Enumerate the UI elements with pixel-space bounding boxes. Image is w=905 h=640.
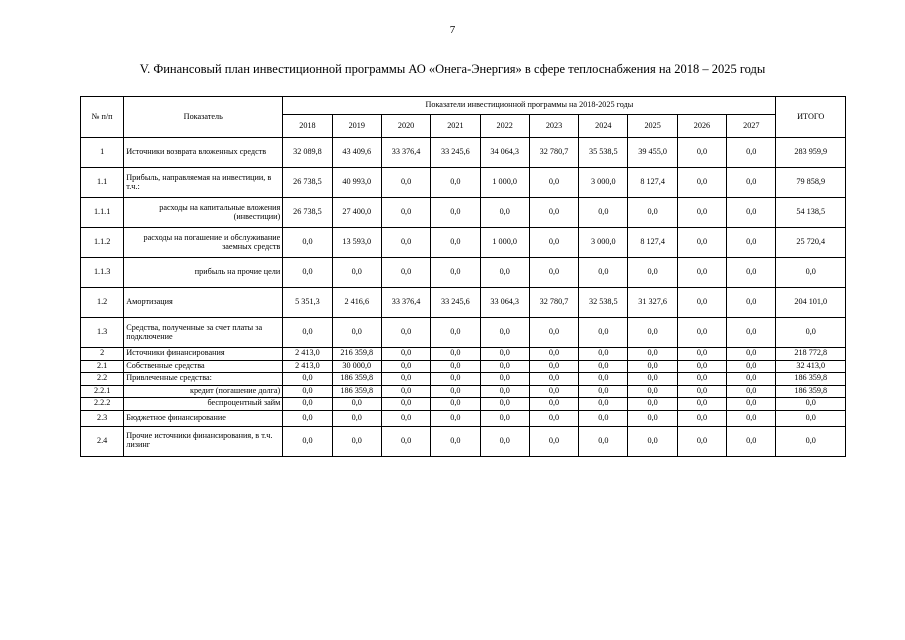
cell-value: 0,0 bbox=[431, 373, 480, 386]
row-number: 2.2.2 bbox=[81, 398, 124, 411]
cell-value: 33 245,6 bbox=[431, 138, 480, 168]
row-number: 2.2 bbox=[81, 373, 124, 386]
row-label: беспроцентный займ bbox=[124, 398, 283, 411]
cell-value: 0,0 bbox=[283, 385, 332, 398]
table-row bbox=[81, 360, 846, 373]
row-label: Источники финансирования bbox=[124, 348, 283, 361]
table-row bbox=[81, 398, 846, 411]
cell-value: 0,0 bbox=[431, 228, 480, 258]
row-label: расходы на погашение и обслуживание заемных средств bbox=[124, 228, 283, 258]
cell-value: 0,0 bbox=[381, 228, 430, 258]
cell-value: 0,0 bbox=[529, 258, 578, 288]
cell-value: 0,0 bbox=[628, 410, 677, 426]
row-label: расходы на капитальные вложения (инвестиции) bbox=[124, 198, 283, 228]
cell-value: 0,0 bbox=[529, 385, 578, 398]
cell-value: 0,0 bbox=[529, 398, 578, 411]
header-year: 2026 bbox=[677, 115, 726, 138]
cell-value: 0,0 bbox=[283, 426, 332, 456]
header-year: 2019 bbox=[332, 115, 381, 138]
cell-value: 0,0 bbox=[628, 426, 677, 456]
cell-value: 0,0 bbox=[480, 410, 529, 426]
cell-value: 0,0 bbox=[480, 348, 529, 361]
table-row bbox=[81, 258, 846, 288]
cell-total: 186 359,8 bbox=[776, 373, 846, 386]
cell-value: 0,0 bbox=[431, 426, 480, 456]
header-year: 2024 bbox=[579, 115, 628, 138]
cell-value: 0,0 bbox=[628, 348, 677, 361]
cell-value: 0,0 bbox=[677, 168, 726, 198]
cell-value: 2 413,0 bbox=[283, 360, 332, 373]
cell-value: 0,0 bbox=[727, 288, 776, 318]
row-label: Источники возврата вложенных средств bbox=[124, 138, 283, 168]
cell-value: 1 000,0 bbox=[480, 168, 529, 198]
cell-value: 0,0 bbox=[529, 318, 578, 348]
cell-value: 0,0 bbox=[431, 198, 480, 228]
cell-value: 0,0 bbox=[727, 426, 776, 456]
table-row bbox=[81, 385, 846, 398]
cell-value: 0,0 bbox=[677, 426, 726, 456]
cell-total: 25 720,4 bbox=[776, 228, 846, 258]
cell-value: 0,0 bbox=[480, 258, 529, 288]
cell-value: 0,0 bbox=[677, 348, 726, 361]
header-group: Показатели инвестиционной программы на 2018-2025 годы bbox=[283, 97, 776, 115]
cell-value: 0,0 bbox=[529, 410, 578, 426]
cell-value: 0,0 bbox=[332, 426, 381, 456]
table-row bbox=[81, 373, 846, 386]
table-row bbox=[81, 410, 846, 426]
cell-value: 0,0 bbox=[579, 348, 628, 361]
cell-value: 216 359,8 bbox=[332, 348, 381, 361]
row-number: 2.4 bbox=[81, 426, 124, 456]
table-row bbox=[81, 138, 846, 168]
header-year: 2020 bbox=[381, 115, 430, 138]
document-title: V. Финансовый план инвестиционной программы АО «Онега-Энергия» в сфере теплоснабжения на 2018 – 2025 годы bbox=[139, 62, 766, 76]
cell-value: 34 064,3 bbox=[480, 138, 529, 168]
cell-value: 0,0 bbox=[727, 360, 776, 373]
cell-total: 79 858,9 bbox=[776, 168, 846, 198]
cell-total: 0,0 bbox=[776, 426, 846, 456]
table-row bbox=[81, 288, 846, 318]
row-label: Бюджетное финансирование bbox=[124, 410, 283, 426]
cell-value: 0,0 bbox=[332, 398, 381, 411]
cell-value: 0,0 bbox=[431, 398, 480, 411]
cell-value: 0,0 bbox=[283, 398, 332, 411]
cell-total: 204 101,0 bbox=[776, 288, 846, 318]
cell-value: 0,0 bbox=[332, 258, 381, 288]
cell-value: 1 000,0 bbox=[480, 228, 529, 258]
table-row bbox=[81, 168, 846, 198]
cell-value: 0,0 bbox=[381, 198, 430, 228]
cell-value: 0,0 bbox=[628, 198, 677, 228]
cell-value: 0,0 bbox=[283, 373, 332, 386]
cell-value: 0,0 bbox=[480, 198, 529, 228]
cell-value: 0,0 bbox=[727, 410, 776, 426]
cell-value: 0,0 bbox=[283, 410, 332, 426]
cell-value: 0,0 bbox=[727, 138, 776, 168]
row-number: 1.2 bbox=[81, 288, 124, 318]
row-label: Собственные средства bbox=[124, 360, 283, 373]
header-num: № п/п bbox=[81, 97, 124, 138]
cell-value: 0,0 bbox=[677, 138, 726, 168]
cell-value: 0,0 bbox=[381, 385, 430, 398]
row-number: 1.3 bbox=[81, 318, 124, 348]
cell-value: 0,0 bbox=[431, 360, 480, 373]
cell-value: 35 538,5 bbox=[579, 138, 628, 168]
header-year: 2018 bbox=[283, 115, 332, 138]
cell-value: 0,0 bbox=[480, 360, 529, 373]
cell-value: 0,0 bbox=[628, 385, 677, 398]
cell-value: 0,0 bbox=[431, 318, 480, 348]
cell-value: 2 416,6 bbox=[332, 288, 381, 318]
cell-total: 186 359,8 bbox=[776, 385, 846, 398]
cell-value: 26 738,5 bbox=[283, 198, 332, 228]
cell-value: 0,0 bbox=[677, 258, 726, 288]
cell-value: 0,0 bbox=[628, 373, 677, 386]
cell-value: 0,0 bbox=[677, 398, 726, 411]
cell-value: 0,0 bbox=[628, 398, 677, 411]
cell-value: 33 245,6 bbox=[431, 288, 480, 318]
cell-value: 0,0 bbox=[529, 426, 578, 456]
cell-value: 43 409,6 bbox=[332, 138, 381, 168]
cell-value: 0,0 bbox=[381, 426, 430, 456]
row-label: Средства, полученные за счет платы за подключение bbox=[124, 318, 283, 348]
cell-value: 0,0 bbox=[628, 360, 677, 373]
cell-value: 27 400,0 bbox=[332, 198, 381, 228]
row-number: 1.1.2 bbox=[81, 228, 124, 258]
row-number: 1.1.1 bbox=[81, 198, 124, 228]
cell-value: 0,0 bbox=[579, 410, 628, 426]
table-row bbox=[81, 228, 846, 258]
cell-value: 0,0 bbox=[480, 373, 529, 386]
cell-value: 0,0 bbox=[727, 348, 776, 361]
cell-value: 0,0 bbox=[579, 360, 628, 373]
page-number: 7 bbox=[449, 24, 456, 36]
cell-value: 0,0 bbox=[727, 168, 776, 198]
header-year: 2025 bbox=[628, 115, 677, 138]
cell-value: 8 127,4 bbox=[628, 168, 677, 198]
cell-value: 0,0 bbox=[579, 318, 628, 348]
table-row bbox=[81, 426, 846, 456]
cell-value: 0,0 bbox=[381, 318, 430, 348]
header-year: 2023 bbox=[529, 115, 578, 138]
cell-value: 0,0 bbox=[381, 348, 430, 361]
row-number: 2.1 bbox=[81, 360, 124, 373]
cell-value: 0,0 bbox=[579, 426, 628, 456]
header-total: ИТОГО bbox=[776, 97, 846, 138]
row-label: прибыль на прочие цели bbox=[124, 258, 283, 288]
cell-value: 0,0 bbox=[431, 258, 480, 288]
cell-value: 0,0 bbox=[480, 398, 529, 411]
cell-value: 0,0 bbox=[727, 228, 776, 258]
cell-value: 0,0 bbox=[283, 318, 332, 348]
table-row bbox=[81, 198, 846, 228]
cell-total: 0,0 bbox=[776, 398, 846, 411]
cell-value: 186 359,8 bbox=[332, 373, 381, 386]
cell-value: 0,0 bbox=[480, 318, 529, 348]
cell-value: 0,0 bbox=[381, 258, 430, 288]
cell-value: 0,0 bbox=[579, 258, 628, 288]
cell-value: 0,0 bbox=[480, 426, 529, 456]
cell-value: 186 359,8 bbox=[332, 385, 381, 398]
cell-value: 0,0 bbox=[381, 410, 430, 426]
cell-total: 54 138,5 bbox=[776, 198, 846, 228]
financial-plan-table bbox=[80, 96, 846, 457]
row-label: кредит (погашение долга) bbox=[124, 385, 283, 398]
cell-value: 32 780,7 bbox=[529, 138, 578, 168]
cell-value: 8 127,4 bbox=[628, 228, 677, 258]
cell-value: 33 376,4 bbox=[381, 138, 430, 168]
cell-value: 40 993,0 bbox=[332, 168, 381, 198]
cell-value: 0,0 bbox=[332, 318, 381, 348]
cell-value: 0,0 bbox=[628, 258, 677, 288]
cell-value: 0,0 bbox=[529, 348, 578, 361]
cell-value: 0,0 bbox=[628, 318, 677, 348]
cell-value: 33 064,3 bbox=[480, 288, 529, 318]
cell-value: 0,0 bbox=[529, 198, 578, 228]
row-number: 2.3 bbox=[81, 410, 124, 426]
cell-value: 0,0 bbox=[480, 385, 529, 398]
cell-value: 3 000,0 bbox=[579, 168, 628, 198]
cell-total: 0,0 bbox=[776, 258, 846, 288]
cell-value: 0,0 bbox=[529, 373, 578, 386]
row-label: Прочие источники финансирования, в т.ч. лизинг bbox=[124, 426, 283, 456]
table-row bbox=[81, 318, 846, 348]
cell-value: 0,0 bbox=[727, 385, 776, 398]
cell-value: 32 780,7 bbox=[529, 288, 578, 318]
cell-value: 0,0 bbox=[677, 360, 726, 373]
header-year: 2027 bbox=[727, 115, 776, 138]
cell-value: 0,0 bbox=[283, 258, 332, 288]
cell-total: 0,0 bbox=[776, 410, 846, 426]
cell-value: 0,0 bbox=[381, 168, 430, 198]
cell-value: 0,0 bbox=[677, 198, 726, 228]
cell-value: 0,0 bbox=[332, 410, 381, 426]
cell-value: 0,0 bbox=[381, 398, 430, 411]
cell-value: 0,0 bbox=[529, 168, 578, 198]
cell-value: 13 593,0 bbox=[332, 228, 381, 258]
cell-value: 0,0 bbox=[677, 228, 726, 258]
cell-value: 0,0 bbox=[677, 288, 726, 318]
row-label: Привлеченные средства: bbox=[124, 373, 283, 386]
cell-value: 31 327,6 bbox=[628, 288, 677, 318]
cell-value: 2 413,0 bbox=[283, 348, 332, 361]
cell-value: 32 089,8 bbox=[283, 138, 332, 168]
cell-value: 39 455,0 bbox=[628, 138, 677, 168]
cell-value: 0,0 bbox=[431, 385, 480, 398]
cell-value: 0,0 bbox=[677, 373, 726, 386]
cell-value: 0,0 bbox=[431, 168, 480, 198]
header-year: 2022 bbox=[480, 115, 529, 138]
cell-value: 0,0 bbox=[727, 198, 776, 228]
cell-value: 3 000,0 bbox=[579, 228, 628, 258]
row-number: 1.1 bbox=[81, 168, 124, 198]
cell-value: 0,0 bbox=[677, 410, 726, 426]
cell-value: 30 000,0 bbox=[332, 360, 381, 373]
cell-value: 32 538,5 bbox=[579, 288, 628, 318]
header-year: 2021 bbox=[431, 115, 480, 138]
cell-value: 0,0 bbox=[579, 198, 628, 228]
cell-value: 0,0 bbox=[529, 228, 578, 258]
row-label: Прибыль, направляемая на инвестиции, в т.ч.: bbox=[124, 168, 283, 198]
row-number: 2.2.1 bbox=[81, 385, 124, 398]
cell-value: 0,0 bbox=[727, 373, 776, 386]
cell-total: 32 413,0 bbox=[776, 360, 846, 373]
cell-value: 33 376,4 bbox=[381, 288, 430, 318]
cell-value: 0,0 bbox=[727, 318, 776, 348]
cell-value: 0,0 bbox=[677, 385, 726, 398]
cell-value: 0,0 bbox=[431, 348, 480, 361]
cell-value: 0,0 bbox=[677, 318, 726, 348]
cell-value: 0,0 bbox=[381, 360, 430, 373]
cell-value: 0,0 bbox=[283, 228, 332, 258]
cell-total: 283 959,9 bbox=[776, 138, 846, 168]
row-number: 1.1.3 bbox=[81, 258, 124, 288]
cell-value: 0,0 bbox=[431, 410, 480, 426]
cell-value: 0,0 bbox=[579, 385, 628, 398]
cell-value: 26 738,5 bbox=[283, 168, 332, 198]
row-label: Амортизация bbox=[124, 288, 283, 318]
header-indicator: Показатель bbox=[124, 97, 283, 138]
cell-value: 0,0 bbox=[579, 398, 628, 411]
row-number: 1 bbox=[81, 138, 124, 168]
cell-total: 0,0 bbox=[776, 318, 846, 348]
cell-value: 0,0 bbox=[381, 373, 430, 386]
cell-value: 0,0 bbox=[727, 398, 776, 411]
cell-value: 5 351,3 bbox=[283, 288, 332, 318]
row-number: 2 bbox=[81, 348, 124, 361]
cell-value: 0,0 bbox=[579, 373, 628, 386]
cell-total: 218 772,8 bbox=[776, 348, 846, 361]
table-row bbox=[81, 348, 846, 361]
cell-value: 0,0 bbox=[529, 360, 578, 373]
cell-value: 0,0 bbox=[727, 258, 776, 288]
